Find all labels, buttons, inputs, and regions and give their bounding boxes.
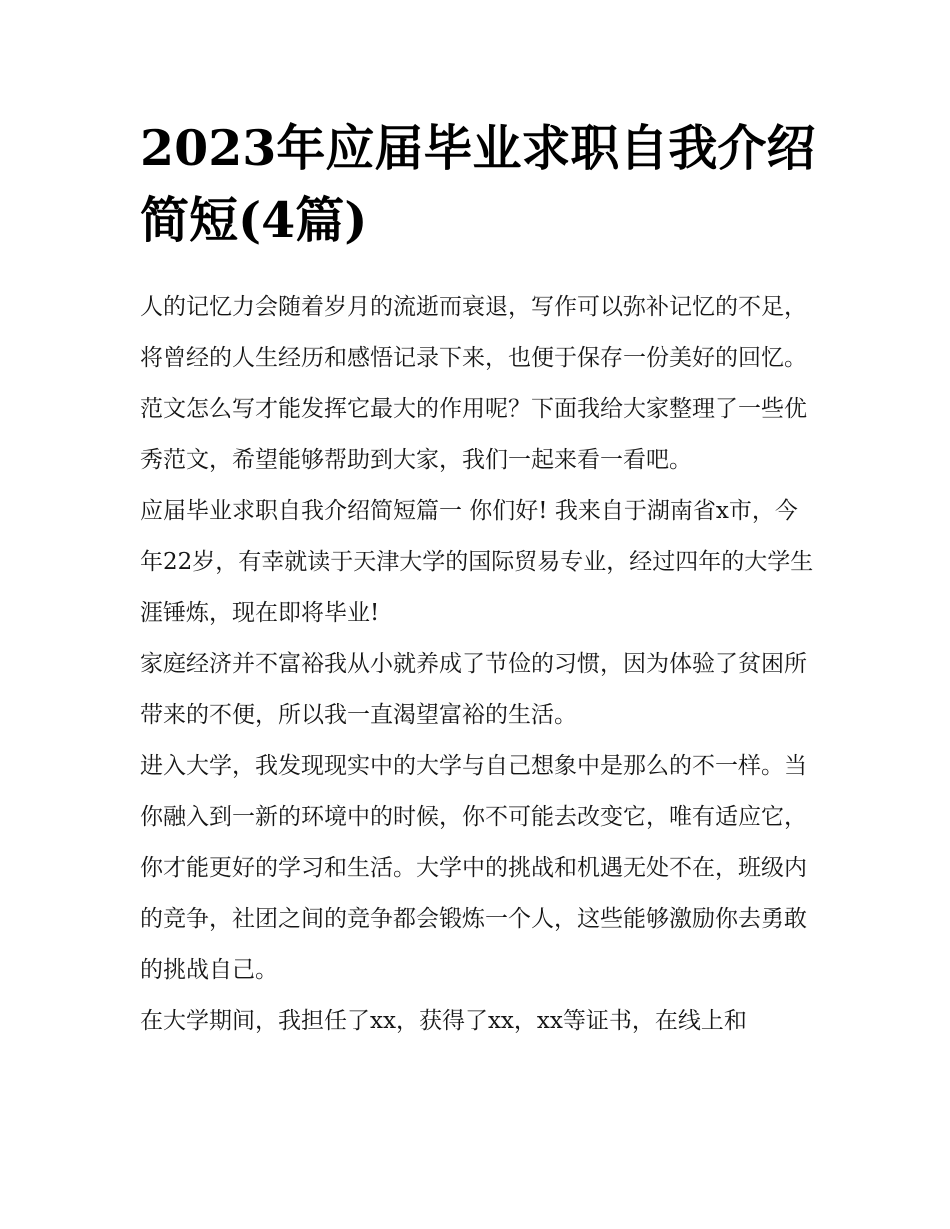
paragraph-achievements: 在大学期间，我担任了xx，获得了xx，xx等证书，在线上和 bbox=[140, 1008, 747, 1034]
paragraph-intro: 人的记忆力会随着岁月的流逝而衰退，写作可以弥补记忆的不足，将曾经的人生经历和感悟记录下来，也便于保存一份美好的回忆。范文怎么写才能发挥它最大的作用呢？下面我给大家整理了一些优秀范文，希望能够帮助到大家，我们一起来看一看吧。 bbox=[140, 294, 807, 473]
paragraph-family: 家庭经济并不富裕我从小就养成了节俭的习惯，因为体验了贫困所带来的不便，所以我一直渴望富裕的生活。 bbox=[140, 651, 807, 728]
document-title: 2023年应届毕业求职自我介绍简短(4篇) bbox=[140, 119, 816, 249]
document-page bbox=[140, 112, 816, 1047]
paragraph-university: 进入大学，我发现现实中的大学与自己想象中是那么的不一样。当你融入到一新的环境中的时候，你不可能去改变它，唯有适应它，你才能更好的学习和生活。大学中的挑战和机遇无处不在，班级内的竞争，社团之间的竞争都会锻炼一个人，这些能够激励你去勇敢的挑战自己。 bbox=[140, 753, 807, 983]
paragraph-self-introduction: 应届毕业求职自我介绍简短篇一 你们好! 我来自于湖南省x市，今年22岁，有幸就读于天津大学的国际贸易专业，经过四年的大学生涯锤炼，现在即将毕业! bbox=[140, 498, 814, 626]
document-body bbox=[140, 282, 816, 1047]
